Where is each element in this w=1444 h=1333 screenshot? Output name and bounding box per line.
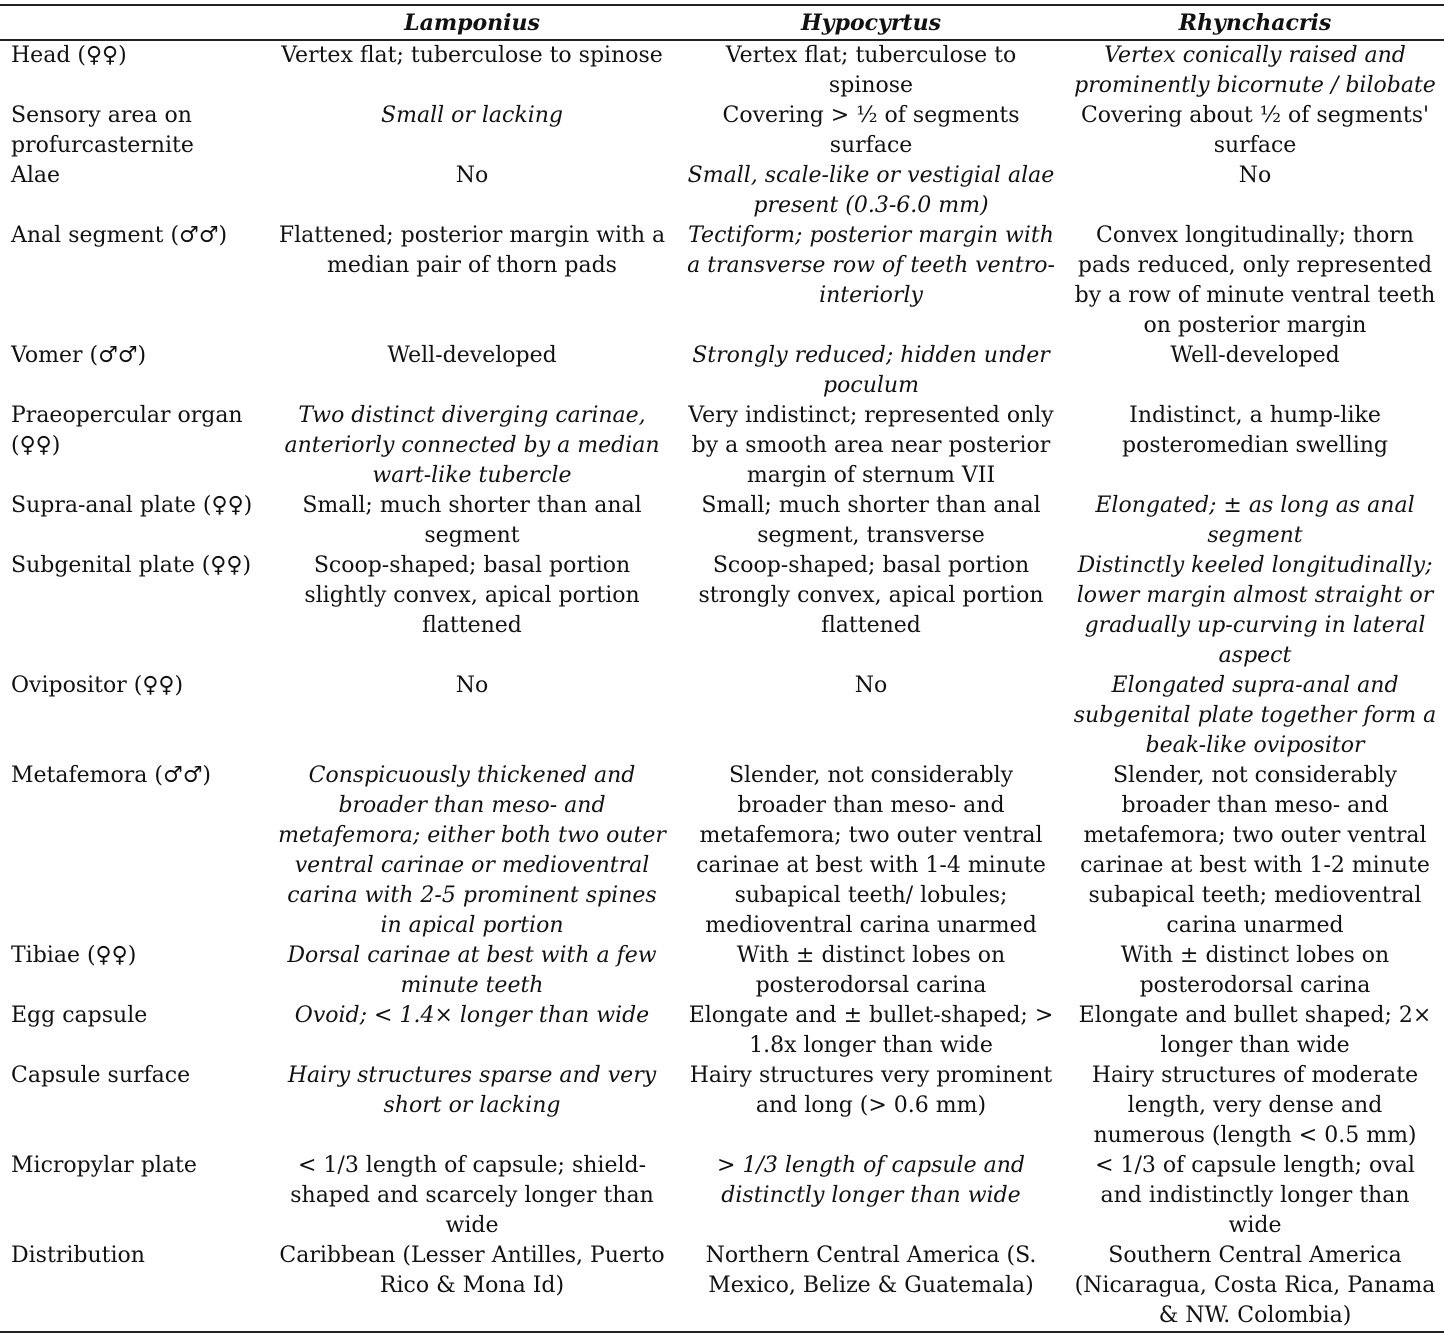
rhynchacris-cell: No	[1238, 163, 1272, 188]
rhynchacris-cell: Distinctly keeled longitudinally; lower margin almost straight or gradually up-curving in lateral aspect	[1076, 553, 1434, 668]
feature-label: Distribution	[11, 1243, 145, 1268]
table-row	[0, 161, 1444, 221]
hypocyrtus-cell: Slender, not considerably broader than meso- and metafemora; two outer ventral carinae at best with 1-4 minute subapical teeth/ lobules; medioventral carina unarmed	[696, 763, 1046, 938]
hypocyrtus-cell: With ± distinct lobes on posterodorsal carina	[736, 943, 1006, 998]
header-lamponius: Lamponius	[268, 5, 676, 40]
hypocyrtus-cell: Covering > ½ of segments surface	[722, 103, 1020, 158]
table-row	[0, 401, 1444, 491]
lamponius-cell: Hairy structures sparse and very short or lacking	[287, 1063, 657, 1118]
hypocyrtus-cell: Hairy structures very prominent and long (> 0.6 mm)	[689, 1063, 1053, 1118]
hypocyrtus-cell: Small; much shorter than anal segment, transverse	[701, 493, 1041, 548]
feature-label: Metafemora (♂♂)	[11, 763, 212, 788]
hypocyrtus-cell: Small, scale-like or vestigial alae present (0.3-6.0 mm)	[687, 163, 1055, 218]
feature-label: Sensory area on profurcasternite	[11, 103, 194, 158]
lamponius-cell: Ovoid; < 1.4× longer than wide	[294, 1003, 650, 1028]
table-row	[0, 551, 1444, 671]
feature-label: Tibiae (♀♀)	[11, 943, 137, 968]
feature-label: Supra-anal plate (♀♀)	[11, 493, 253, 518]
hypocyrtus-cell: Scoop-shaped; basal portion strongly convex, apical portion flattened	[698, 553, 1044, 638]
rhynchacris-cell: Indistinct, a hump-like posteromedian swelling	[1121, 403, 1389, 458]
rhynchacris-cell: With ± distinct lobes on posterodorsal carina	[1120, 943, 1390, 998]
rhynchacris-cell: Covering about ½ of segments' surface	[1080, 103, 1430, 158]
lamponius-cell: Vertex flat; tuberculose to spinose	[281, 43, 663, 68]
header-rhynchacris: Rhynchacris	[1066, 5, 1444, 40]
header-blank	[0, 5, 268, 40]
table-row	[0, 1061, 1444, 1151]
hypocyrtus-cell: Vertex flat; tuberculose to spinose	[725, 43, 1017, 98]
comparison-table	[0, 4, 1444, 1333]
lamponius-cell: Dorsal carinae at best with a few minute teeth	[287, 943, 657, 998]
rhynchacris-cell: Elongate and bullet shaped; 2× longer than wide	[1078, 1003, 1432, 1058]
hypocyrtus-cell: Northern Central America (S. Mexico, Belize & Guatemala)	[705, 1243, 1037, 1298]
table-row	[0, 671, 1444, 761]
header-row	[0, 5, 1444, 40]
lamponius-cell: Scoop-shaped; basal portion slightly convex, apical portion flattened	[304, 553, 640, 638]
lamponius-cell: Conspicuously thickened and broader than meso- and metafemora; either both two outer ventral carinae or medioventral carina with 2-5 prominent spines in apical portion	[278, 763, 666, 938]
feature-label: Capsule surface	[11, 1063, 191, 1088]
feature-label: Head (♀♀)	[11, 43, 127, 68]
rhynchacris-cell: Well-developed	[1170, 343, 1340, 368]
hypocyrtus-cell: > 1/3 length of capsule and distinctly longer than wide	[717, 1153, 1025, 1208]
rhynchacris-cell: < 1/3 of capsule length; oval and indistinctly longer than wide	[1095, 1153, 1415, 1238]
rhynchacris-cell: Slender, not considerably broader than meso- and metafemora; two outer ventral carinae at best with 1-2 minute subapical teeth; medioventral carina unarmed	[1080, 763, 1430, 938]
hypocyrtus-cell: Strongly reduced; hidden under poculum	[692, 343, 1050, 398]
table-row	[0, 221, 1444, 341]
rhynchacris-cell: Vertex conically raised and prominently bicornute / bilobate	[1074, 43, 1436, 98]
feature-label: Vomer (♂♂)	[11, 343, 147, 368]
lamponius-cell: < 1/3 length of capsule; shield-shaped and scarcely longer than wide	[290, 1153, 654, 1238]
table-row	[0, 491, 1444, 551]
rhynchacris-cell: Convex longitudinally; thorn pads reduced, only represented by a row of minute ventral teeth on posterior margin	[1074, 223, 1436, 338]
lamponius-cell: Flattened; posterior margin with a median pair of thorn pads	[278, 223, 666, 278]
table-row	[0, 761, 1444, 941]
feature-label: Anal segment (♂♂)	[11, 223, 228, 248]
table-row	[0, 1001, 1444, 1061]
hypocyrtus-cell: Tectiform; posterior margin with a transverse row of teeth ventro-interiorly	[687, 223, 1055, 308]
table-row	[0, 941, 1444, 1001]
rhynchacris-cell: Southern Central America (Nicaragua, Costa Rica, Panama & NW. Colombia)	[1074, 1243, 1436, 1328]
lamponius-cell: Small or lacking	[381, 103, 563, 128]
header-hypocyrtus: Hypocyrtus	[676, 5, 1066, 40]
table-row	[0, 40, 1444, 101]
table-body	[0, 40, 1444, 1332]
table-row	[0, 101, 1444, 161]
rhynchacris-cell: Hairy structures of moderate length, very dense and numerous (length < 0.5 mm)	[1091, 1063, 1419, 1148]
table-row	[0, 1151, 1444, 1241]
feature-label: Subgenital plate (♀♀)	[11, 553, 252, 578]
lamponius-cell: Two distinct diverging carinae, anteriorly connected by a median wart-like tubercle	[284, 403, 660, 488]
rhynchacris-cell: Elongated supra-anal and subgenital plate together form a beak-like ovipositor	[1073, 673, 1437, 758]
lamponius-cell: No	[455, 163, 489, 188]
feature-label: Praeopercular organ (♀♀)	[11, 403, 243, 458]
rhynchacris-cell: Elongated; ± as long as anal segment	[1095, 493, 1415, 548]
feature-label: Micropylar plate	[11, 1153, 197, 1178]
feature-label: Egg capsule	[11, 1003, 148, 1028]
hypocyrtus-cell: Elongate and ± bullet-shaped; > 1.8x longer than wide	[688, 1003, 1054, 1058]
table-row	[0, 341, 1444, 401]
lamponius-cell: Caribbean (Lesser Antilles, Puerto Rico & Mona Id)	[279, 1243, 665, 1298]
lamponius-cell: No	[455, 673, 489, 698]
hypocyrtus-cell: Very indistinct; represented only by a smooth area near posterior margin of sternum VII	[688, 403, 1054, 488]
hypocyrtus-cell: No	[854, 673, 888, 698]
feature-label: Alae	[11, 163, 61, 188]
lamponius-cell: Small; much shorter than anal segment	[302, 493, 642, 548]
lamponius-cell: Well-developed	[387, 343, 557, 368]
feature-label: Ovipositor (♀♀)	[11, 673, 184, 698]
table-row	[0, 1241, 1444, 1332]
